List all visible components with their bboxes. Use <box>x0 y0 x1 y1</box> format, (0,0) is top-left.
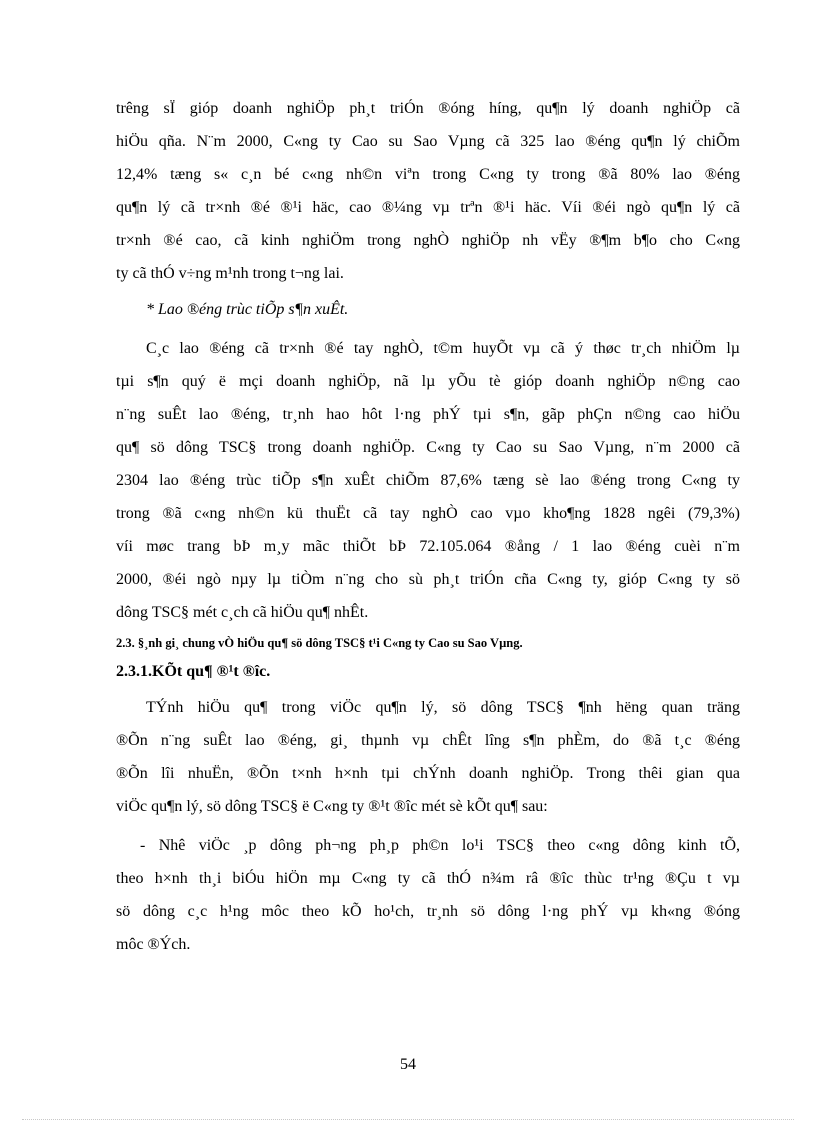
page-bottom-divider <box>22 1119 794 1120</box>
section-heading: 2.3. §¸nh gi¸ chung vÒ hiÖu qu¶ sö dông TSC§ t¹i C«ng ty Cao su Sao Vµng. <box>116 636 523 650</box>
paragraph-results <box>116 691 740 823</box>
paragraph-management-staff <box>116 92 740 290</box>
text-line: qu¶n lý cã tr×nh ®é ®¹i häc, cao ®¼ng vµ trªn ®¹i häc. Víi ®éi ngò qu¶n lý cã <box>116 199 740 216</box>
page-content <box>116 92 740 961</box>
text-line: C¸c lao ®éng cã tr×nh ®é tay nghÒ, t©m huyÕt vµ cã ý thøc tr¸ch nhiÖm lµ <box>146 340 740 357</box>
text-line: ty cã thÓ v÷ng m¹nh trong t¬ng lai. <box>116 265 344 282</box>
paragraph-bullet-classification <box>116 829 740 961</box>
text-line: sö dông c¸c h¹ng môc theo kÕ ho¹ch, tr¸nh sö dông l·ng phÝ vµ kh«ng ®óng <box>116 903 740 920</box>
text-line: - Nhê viÖc ¸p dông ph¬ng ph¸p ph©n lo¹i TSC§ theo c«ng dông kinh tÕ, <box>140 837 740 854</box>
text-line: ®Õn lîi nhuËn, ®Õn t×nh h×nh tµi chÝnh doanh nghiÖp. Trong thêi gian qua <box>116 765 740 782</box>
text-line: ®Õn n¨ng suÊt lao ®éng, gi¸ thµnh vµ chÊt lîng s¶n phÈm, do ®ã t¸c ®éng <box>116 732 740 749</box>
text-line: tµi s¶n quý ë mçi doanh nghiÖp, nã lµ yÕu tè gióp doanh nghiÖp n©ng cao <box>116 373 740 390</box>
page-number: 54 <box>400 1056 416 1073</box>
text-line: trêng sÏ gióp doanh nghiÖp ph¸t triÓn ®óng híng, qu¶n lý doanh nghiÖp cã <box>116 100 740 117</box>
text-line: theo h×nh th¸i biÓu hiÖn mµ C«ng ty cã thÓ n¾m râ ®îc thùc tr¹ng ®Çu t vµ <box>116 870 740 887</box>
text-line: víi møc trang bÞ m¸y mãc thiÕt bÞ 72.105.064 ®ång / 1 lao ®éng cuèi n¨m <box>116 538 740 555</box>
text-line: n¨ng suÊt lao ®éng, tr¸nh hao hôt l·ng phÝ tµi s¶n, gãp phÇn n©ng cao hiÖu <box>116 406 740 423</box>
text-line: 2304 lao ®éng trùc tiÕp s¶n xuÊt chiÕm 87,6% tæng sè lao ®éng trong C«ng ty <box>116 472 740 489</box>
italic-subheading-direct-labor: * Lao ®éng trùc tiÕp s¶n xuÊt. <box>146 301 349 318</box>
paragraph-direct-labor <box>116 332 740 629</box>
text-line: qu¶ sö dông TSC§ trong doanh nghiÖp. C«ng ty Cao su Sao Vµng, n¨m 2000 cã <box>116 439 740 456</box>
text-line: dông TSC§ mét c¸ch cã hiÖu qu¶ nhÊt. <box>116 604 369 621</box>
text-line: 2000, ®éi ngò nµy lµ tiÒm n¨ng cho sù ph¸t triÓn cña C«ng ty, gióp C«ng ty sö <box>116 571 740 588</box>
text-line: viÖc qu¶n lý, sö dông TSC§ ë C«ng ty ®¹t ®îc mét sè kÕt qu¶ sau: <box>116 798 548 815</box>
text-line: môc ®Ých. <box>116 936 191 953</box>
text-line: 12,4% tæng s« c¸n bé c«ng nh©n viªn trong C«ng ty trong ®ã 80% lao ®éng <box>116 166 740 183</box>
text-line: trong ®ã c«ng nh©n kü thuËt cã tay nghÒ cao vµo kho¶ng 1828 ngêi (79,3%) <box>116 505 740 522</box>
text-line: tr×nh ®é cao, cã kinh nghiÖm trong nghÒ nghiÖp nh vËy ®¶m b¶o cho C«ng <box>116 232 740 249</box>
text-line: hiÖu qña. N¨m 2000, C«ng ty Cao su Sao Vµng cã 325 lao ®éng qu¶n lý chiÕm <box>116 133 740 150</box>
sub-section-heading: 2.3.1.KÕt qu¶ ®¹t ®îc. <box>116 663 271 680</box>
text-line: TÝnh hiÖu qu¶ trong viÖc qu¶n lý, sö dông TSC§ ¶nh hëng quan träng <box>146 699 740 716</box>
